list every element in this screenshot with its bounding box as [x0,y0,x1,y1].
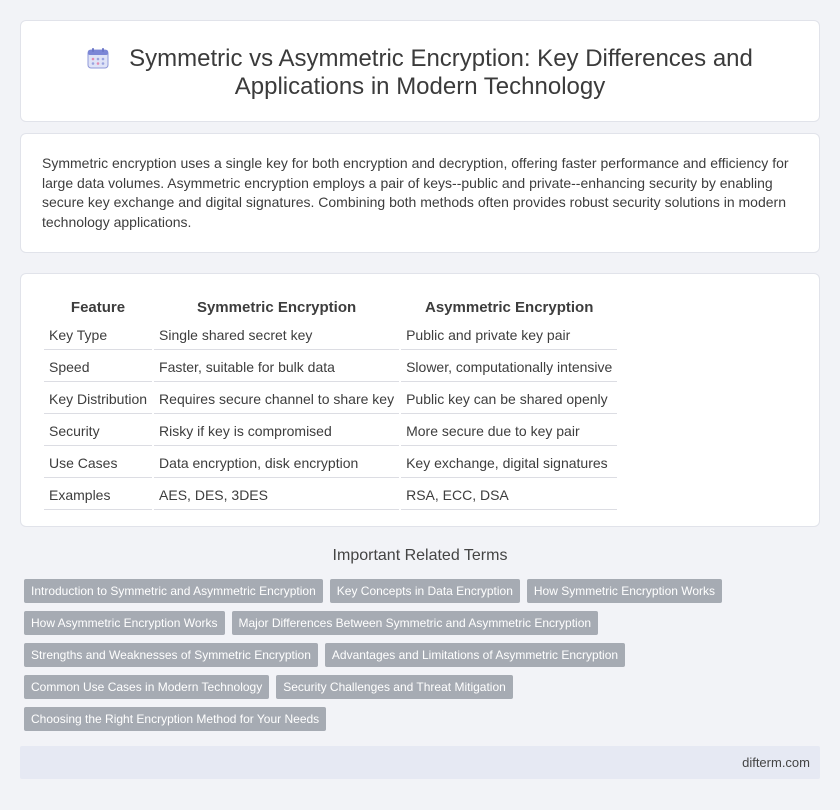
table-row [44,320,617,350]
comparison-card [20,273,820,527]
table-row [44,480,617,510]
table-cell: Use Cases [44,448,152,478]
related-term-tag[interactable]: Strengths and Weaknesses of Symmetric Encryption [24,643,318,667]
related-terms-list [24,579,824,739]
table-cell: AES, DES, 3DES [154,480,399,510]
related-terms-heading: Important Related Terms [332,547,508,564]
table-cell: Slower, computationally intensive [401,352,617,382]
table-cell: Key Distribution [44,384,152,414]
title-card [20,20,820,122]
table-row [44,416,617,446]
related-term-tag[interactable]: Major Differences Between Symmetric and Asymmetric Encryption [232,611,599,635]
related-term-tag[interactable]: How Symmetric Encryption Works [527,579,722,603]
table-cell: RSA, ECC, DSA [401,480,617,510]
table-cell: Security [44,416,152,446]
table-header-row [44,296,617,318]
calendar-icon [87,47,109,69]
header-symmetric: Symmetric Encryption [196,299,357,316]
header-feature: Feature [70,299,126,316]
related-term-tag[interactable]: Advantages and Limitations of Asymmetric Encryption [325,643,625,667]
table-row [44,448,617,478]
table-cell: Requires secure channel to share key [154,384,399,414]
table-cell: Key Type [44,320,152,350]
table-row [44,384,617,414]
table-cell: Examples [44,480,152,510]
intro-paragraph: Symmetric encryption uses a single key for both encryption and decryption, offering faster performance and efficiency for large data volumes. Asymmetric encryption employs a pair of keys--public and private--enhancing security by enabling secure key exchange and digital signatures. Combining both methods often provides robust security solutions in modern technology applications. [42,155,789,230]
table-cell: More secure due to key pair [401,416,617,446]
table-cell: Public key can be shared openly [401,384,617,414]
page-title: Symmetric vs Asymmetric Encryption: Key Differences and Applications in Modern Technology [129,45,753,100]
table-cell: Faster, suitable for bulk data [154,352,399,382]
footer [20,746,820,779]
page-title-wrap [21,45,819,101]
table-cell: Data encryption, disk encryption [154,448,399,478]
table-cell: Single shared secret key [154,320,399,350]
intro-card [20,133,820,253]
related-term-tag[interactable]: How Asymmetric Encryption Works [24,611,225,635]
related-term-tag[interactable]: Choosing the Right Encryption Method for Your Needs [24,707,326,731]
table-cell: Public and private key pair [401,320,617,350]
comparison-table [42,294,619,512]
related-term-tag[interactable]: Security Challenges and Threat Mitigation [276,675,513,699]
related-term-tag[interactable]: Common Use Cases in Modern Technology [24,675,269,699]
table-row [44,352,617,382]
footer-brand-link[interactable]: difterm.com [742,755,810,770]
related-term-tag[interactable]: Introduction to Symmetric and Asymmetric Encryption [24,579,323,603]
table-cell: Risky if key is compromised [154,416,399,446]
header-asymmetric: Asymmetric Encryption [425,299,594,316]
table-cell: Key exchange, digital signatures [401,448,617,478]
table-cell: Speed [44,352,152,382]
related-term-tag[interactable]: Key Concepts in Data Encryption [330,579,520,603]
